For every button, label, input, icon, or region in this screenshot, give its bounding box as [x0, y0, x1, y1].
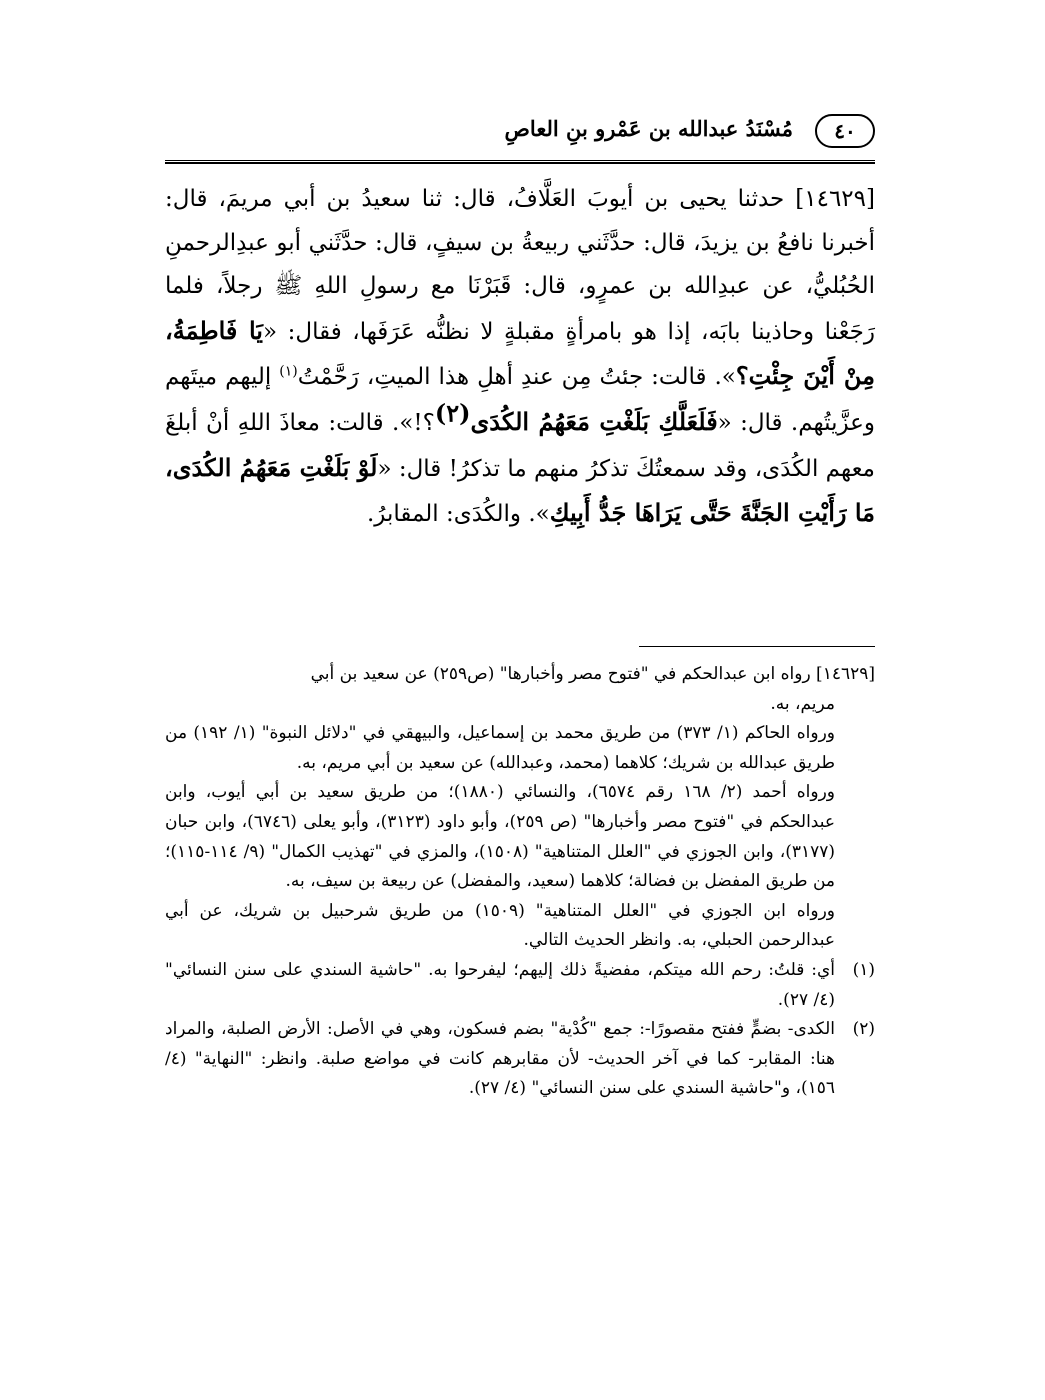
prophet-quote: لَوْ بَلَغْتِ مَعَهُمُ الكُدَى، مَا رَأَيْتِ الجَنَّةَ حَتَّى يَرَاهَا جَدُّ أَبِيكِ	[165, 452, 875, 528]
header-rule	[165, 160, 875, 164]
footnote-ref-1[interactable]: (١)	[279, 363, 298, 380]
footnote-2	[165, 1015, 875, 1104]
hadith-text-segment: ؟!». قالت: معاذَ اللهِ أنْ أبلغَ معهم الكُدَى، وقد سمعتُكَ تذكرُ منهم ما تذكرُ! قال: «	[165, 409, 875, 482]
takhrij-line: [١٤٦٢٩] رواه ابن عبدالحكم في "فتوح مصر وأخبارها" (ص٢٥٩) عن سعيد بن أبي	[310, 664, 875, 684]
footnote-number: (١)	[852, 959, 875, 980]
takhrij-line: مريم، به.	[770, 693, 835, 714]
takhrij-paragraph: ورواه أحمد (٢/ ١٦٨ رقم ٦٥٧٤)، والنسائي (١٨٨٠)؛ من طريق سعيد بن أبي أيوب، وابن عبدالحكم في "فتوح مصر وأخبارها" (ص ٢٥٩)، وأبو داود (٣١٢٣)، وأبو يعلى (٦٧٤٦)، وابن حبان (٣١٧٧)، وابن الجوزي في "العلل المتناهية" (١٥٠٨)، والمزي في "تهذيب الكمال" (٩/ ١١٤-١١٥)؛ من طريق المفضل بن فضالة؛ كلاهما (سعيد، والمفضل) عن ربيعة بن سيف، به.	[165, 782, 835, 892]
footnote-text: الكدى- بضمٍّ ففتح مقصورًا-: جمع "كُدْية" بضم فسكون، وهي في الأصل: الأرض الصلبة، والمراد هنا: المقابر- كما في آخر الحديث- لأن مقابرهم كانت في مواضع صلبة. وانظر: "النهاية" (٤/ ١٥٦)، و"حاشية السندي على سنن النسائي" (٤/ ٢٧).	[165, 1019, 835, 1099]
footnote-separator	[639, 646, 875, 647]
page-number: ٤٠	[815, 114, 875, 148]
footnote-1	[165, 956, 875, 1015]
hadith-paragraph	[165, 178, 875, 537]
hadith-text-segment: إليهم ميتَهم وعزَّيتُهم. قال: «	[165, 364, 875, 436]
page-header	[165, 108, 875, 160]
prophet-quote: فَلَعَلَّكِ بَلَغْتِ مَعَهُمُ الكُدَى	[470, 406, 718, 436]
running-title: مُسْنَدُ عبدالله بن عَمْرو بنِ العاصِ	[504, 116, 793, 141]
prophet-quote: يَا فَاطِمَةُ، مِنْ أَيْنَ جِئْتِ؟	[165, 315, 875, 391]
hadith-text-segment: ». قالت: جئتُ مِن عندِ أهلِ هذا الميتِ، رَحَّمْتُ	[297, 364, 736, 391]
footnotes	[165, 660, 875, 1104]
footnote-number: (٢)	[852, 1019, 875, 1040]
takhrij-paragraph: ورواه الحاكم (١/ ٣٧٣) من طريق محمد بن إسماعيل، والبيهقي في "دلائل النبوة" (١/ ١٩٢) من طريق عبدالله بن شريك؛ كلاهما (محمد، وعبدالله) عن سعيد بن أبي مريم، به.	[165, 723, 835, 773]
hadith-text-segment: [١٤٦٢٩] حدثنا يحيى بن أيوبَ العَلَّافُ، قال: ثنا سعيدُ بن أبي مريمَ، قال: أخبرنا نافعُ بن يزيدَ، قال: حدَّثَني ربيعةُ بن سيفٍ، قال: حدَّثَني أبو عبدِالرحمنِ الحُبُليُّ، عن عبدِالله بن عمرٍو، قال: قَبَرْنَا مع رسولِ اللهِ ﷺ رجلاً، فلما رَجَعْنا وحاذينا بابَه، إذا هو بامرأةٍ مقبلةٍ لا نظنُّه عَرَفَها، فقال: «	[165, 186, 876, 345]
takhrij-paragraph: ورواه ابن الجوزي في "العلل المتناهية" (١٥٠٩) من طريق شرحبيل بن شريك، عن أبي عبدالرحمن الحبلي، به. وانظر الحديث التالي.	[165, 900, 835, 951]
hadith-text-segment: ». والكُدَى: المقابرُ.	[366, 501, 550, 528]
hadith-text	[165, 178, 875, 537]
footnote-text: أي: قلتُ: رحم الله ميتكم، مفضيةً ذلك إليهم؛ ليفرحوا به. "حاشية السندي على سنن النسائي" (٤/ ٢٧).	[165, 959, 835, 1010]
footnote-ref-2[interactable]: (٢)	[434, 398, 471, 428]
